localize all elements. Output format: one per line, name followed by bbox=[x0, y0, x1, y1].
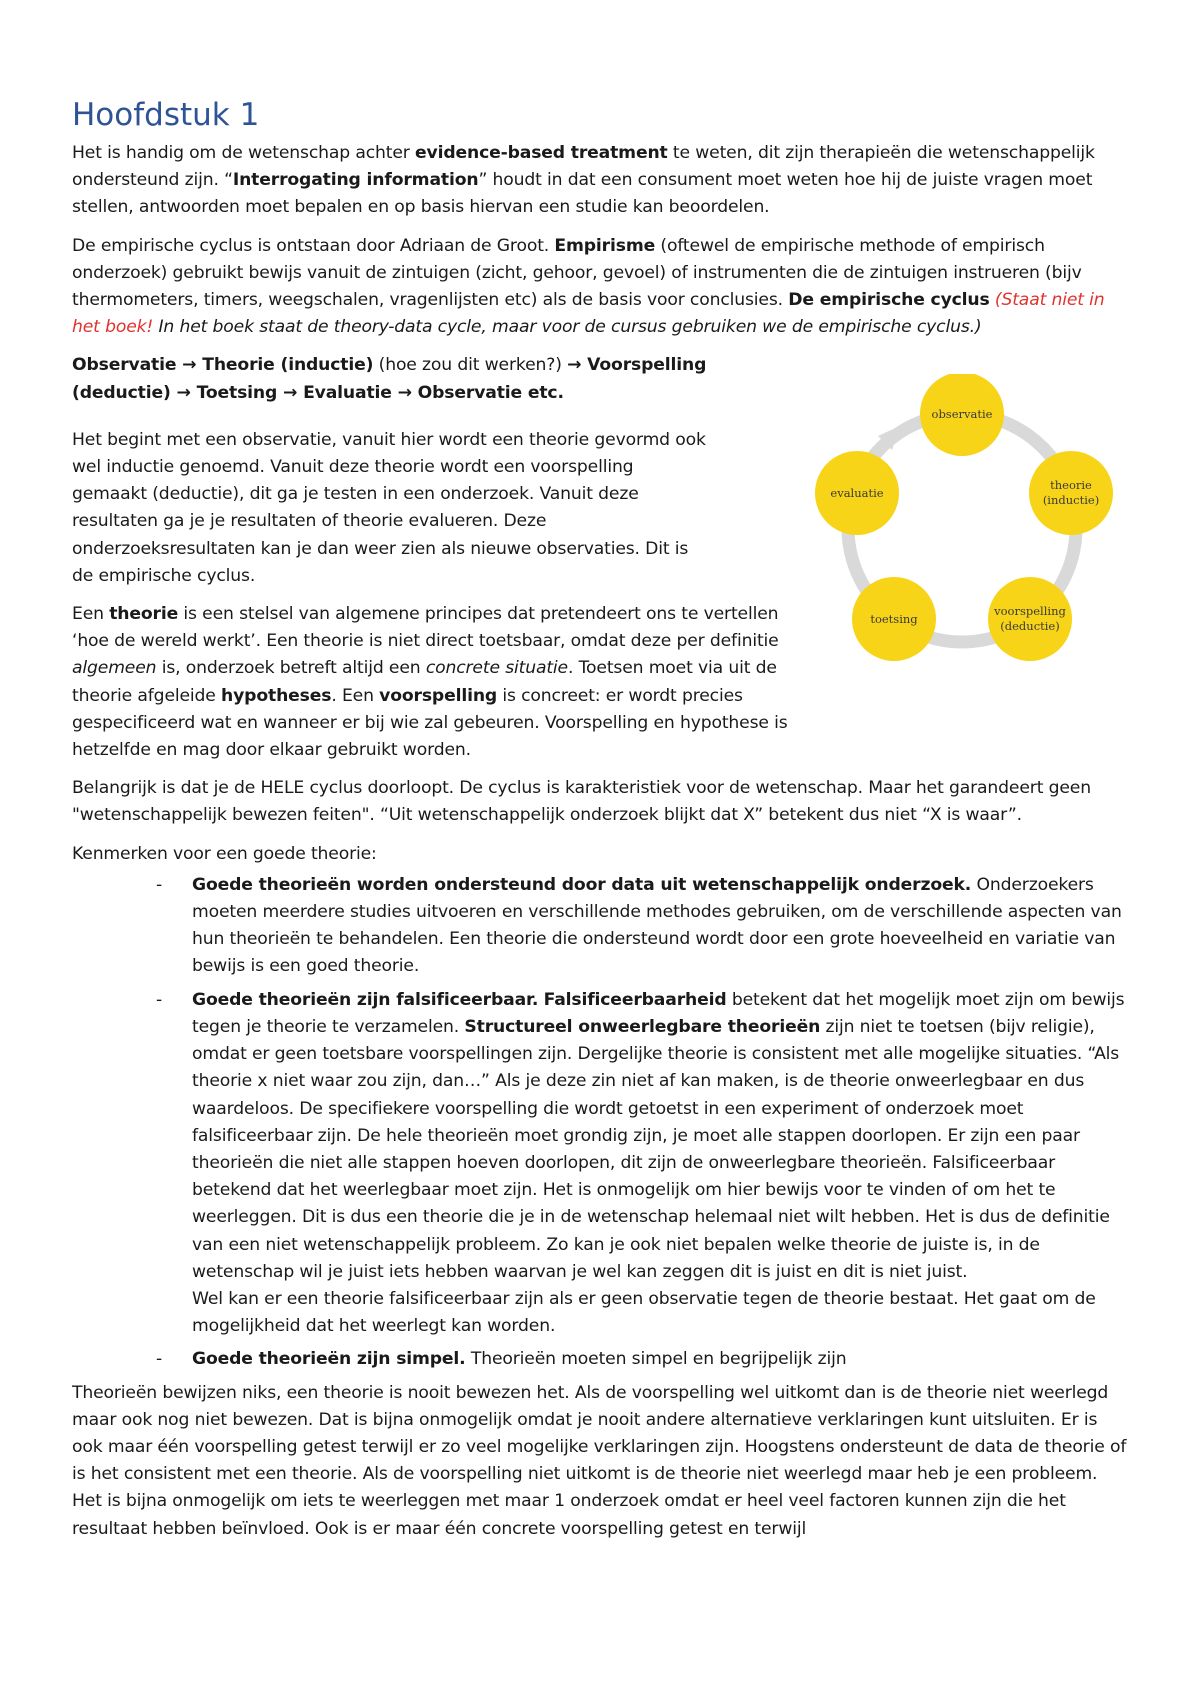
node-observatie bbox=[920, 374, 1004, 456]
chapter-heading: Hoofdstuk 1 bbox=[72, 97, 260, 133]
red-note: (Staat niet in het boek! bbox=[72, 290, 1105, 338]
text: is een stelsel van algemene principes dat pretendeert ons te vertellen ‘hoe de wereld werkt’. Een theorie is niet direct toetsbaar, omdat deze per definitie bbox=[72, 604, 779, 652]
italic-term: concrete situatie bbox=[425, 658, 568, 679]
text: is, onderzoek betreft altijd een bbox=[156, 658, 426, 679]
document-page bbox=[72, 96, 1128, 1554]
text: Theorieën moeten simpel en begrijpelijk zijn bbox=[465, 1349, 847, 1370]
paragraph-cycle-explanation: Het begint met een observatie, vanuit hier wordt een theorie gevormd ook wel inductie genoemd. Vanuit deze theorie wordt een voorspelling gemaakt (deductie), dit ga je testen in een onderzoek. Vanuit deze resultaten ga je je resultaten of theorie evalueren. Deze onderzoeksresultaten kan je dan weer zien als nieuwe observaties. Dit is de empirische cyclus. bbox=[72, 429, 706, 586]
bold-term: Goede theorieën worden ondersteund door data uit wetenschappelijk onderzoek. bbox=[192, 874, 972, 895]
bold-term: Empirisme bbox=[554, 235, 656, 256]
list-dash: - bbox=[156, 989, 163, 1010]
kenmerken-list bbox=[72, 872, 1128, 1374]
bold-term: evidence-based treatment bbox=[415, 143, 668, 163]
bold-term: hypotheses bbox=[221, 685, 332, 706]
text: zijn niet te toetsen (bijv religie), omdat er geen toetsbare voorspellingen zijn. Dergelijke theorie is consistent met alle mogelijke situaties. “Als theorie x niet waar zou zijn, dan…” Als je deze zin niet af kan maken, is de theorie onweerlegbaar en dus waardeloos. De specifiekere voorspelling die wordt getoetst in een experiment of onderzoek moet falsificeerbaar zijn. De hele theorieën moet grondig zijn, je moet alle stappen doorlopen. Er zijn een paar theorieën die niet alle stappen hoeven doorlopen, dit zijn de onweerlegbare theorieën. Falsificeerbaar betekend dat het weerlegbaar moet zijn. Het is onmogelijk om hier bewijs voor te vinden of om het te weerleggen. Dit is dus een theorie die je in de wetenschap helemaal niet wilt hebben. Het is dus de definitie van een niet wetenschappelijk probleem. Zo kan je ook niet bepalen welke theorie de juiste is, in de wetenschap wil je juist iets hebben waarvan je wel kan zeggen dit is juist en dit is niet juist. bbox=[192, 1016, 1120, 1282]
cycle-svg bbox=[800, 374, 1120, 674]
italic-note: In het boek staat de theory-data cycle, maar voor de cursus gebruiken we de empirische cyclus.) bbox=[153, 317, 982, 338]
node-label: toetsing bbox=[870, 612, 918, 626]
text: Wel kan er een theorie falsificeerbaar zijn als er geen observatie tegen de theorie bestaat. Het gaat om de mogelijkheid dat het weerlegt kan worden. bbox=[192, 1288, 1096, 1337]
node-label: evaluatie bbox=[830, 486, 884, 500]
node-evaluatie bbox=[815, 451, 899, 535]
bold-term: theorie bbox=[109, 604, 179, 625]
node-label: (inductie) bbox=[1042, 493, 1100, 507]
bold-steps: → Voorspelling (deductie) → Toetsing → Evaluatie → Observatie etc. bbox=[72, 355, 707, 403]
paragraph-kenmerken: Kenmerken voor een goede theorie: bbox=[72, 843, 377, 864]
list-item bbox=[156, 987, 1128, 1341]
text: De empirische cyclus is ontstaan door Adriaan de Groot. bbox=[72, 235, 555, 256]
text: betekent dat het mogelijk moet zijn om bewijs tegen je theorie te verzamelen. bbox=[192, 989, 1125, 1037]
text: (oftewel de empirische methode of empirisch onderzoek) gebruikt bewijs vanuit de zintuigen (zicht, gehoor, gevoel) of instrumenten die de zintuigen instrueren (bijv thermometers, timers, weegschalen, vragenlijsten etc) als de basis voor conclusies. bbox=[72, 235, 1082, 311]
list-dash: - bbox=[156, 874, 163, 895]
text: Het is handig om de wetenschap achter bbox=[72, 143, 416, 163]
italic-term: algemeen bbox=[72, 658, 157, 679]
bold-term: Structureel onweerlegbare theorieën bbox=[464, 1016, 821, 1037]
bold-term: Goede theorieën zijn falsificeerbaar. bbox=[192, 989, 539, 1010]
paragraph-theorie bbox=[72, 601, 792, 764]
text: . Toetsen moet via uit de theorie afgeleide bbox=[72, 658, 777, 706]
list-item bbox=[156, 872, 1128, 981]
node-theorie bbox=[1029, 451, 1113, 535]
text: is concreet: er wordt precies gespecificeerd wat en wanneer er bij wie zal gebeuren. Voorspelling en hypothese is hetzelfde en mag door elkaar gebruikt worden. bbox=[72, 685, 788, 761]
paragraph-empirisme bbox=[72, 233, 1128, 342]
node-voorspelling bbox=[988, 577, 1072, 661]
cycle-text-column bbox=[72, 352, 792, 590]
node-label: (deductie) bbox=[1000, 619, 1060, 633]
list-item bbox=[156, 1346, 1128, 1373]
list-dash: - bbox=[156, 1349, 163, 1370]
bold-steps: Observatie → Theorie (inductie) bbox=[72, 355, 374, 376]
text: Onderzoekers moeten meerdere studies uitvoeren en verschillende methodes gebruiken, om de verschillende aspecten van hun theorieën te behandelen. Een theorie die ondersteund wordt door een grote hoeveelheid en variatie van bewijs is een goed theorie. bbox=[192, 874, 1122, 977]
bold-term: Falsificeerbaarheid bbox=[543, 989, 727, 1010]
node-label: observatie bbox=[931, 407, 993, 421]
bold-term: Goede theorieën zijn simpel. bbox=[192, 1349, 466, 1370]
node-toetsing bbox=[852, 577, 936, 661]
cycle-steps bbox=[72, 352, 792, 406]
bold-term: Interrogating information bbox=[232, 170, 479, 191]
paragraph-hele-cyclus: Belangrijk is dat je de HELE cyclus doorloopt. De cyclus is karakteristiek voor de wetenschap. Maar het garandeert geen "wetenschappelijk bewezen feiten". “Uit wetenschappelijk onderzoek blijkt dat X” betekent dus niet “X is waar”. bbox=[72, 778, 1091, 826]
paragraph-intro bbox=[72, 140, 1128, 222]
node-label: theorie bbox=[1050, 478, 1092, 492]
text: . Een bbox=[331, 685, 380, 706]
bold-term: voorspelling bbox=[379, 685, 498, 706]
bold-term: De empirische cyclus bbox=[788, 290, 990, 311]
text: ” houdt in dat een consument moet weten hoe hij de juiste vragen moet stellen, antwoorden moet bepalen en op basis hiervan een studie kan beoordelen. bbox=[72, 170, 1093, 218]
empirical-cycle-diagram bbox=[800, 374, 1120, 674]
text: te weten, dit zijn therapieën die wetenschappelijk ondersteund zijn. “ bbox=[72, 143, 1095, 191]
paragraph-bewijzen: Theorieën bewijzen niks, een theorie is nooit bewezen het. Als de voorspelling wel uitkomt dan is de theorie niet weerlegd maar ook nog niet bewezen. Dat is bijna onmogelijk omdat je nooit andere alternatieve verklaringen kunt uitsluiten. Er is ook maar één voorspelling getest terwijl er zo veel mogelijke verklaringen zijn. Hoogstens ondersteunt de data de theorie of is het consistent met een theorie. Als de voorspelling niet uitkomt is de theorie niet weerlegd maar heb je een probleem. Het is bijna onmogelijk om iets te weerleggen met maar 1 onderzoek omdat er heel veel factoren kunnen zijn die het resultaat hebben beïnvloed. Ook is er maar één concrete voorspelling getest en terwijl bbox=[72, 1382, 1127, 1539]
text: Een bbox=[72, 604, 110, 625]
text: (hoe zou dit werken?) bbox=[373, 355, 568, 376]
node-label: voorspelling bbox=[994, 604, 1066, 618]
